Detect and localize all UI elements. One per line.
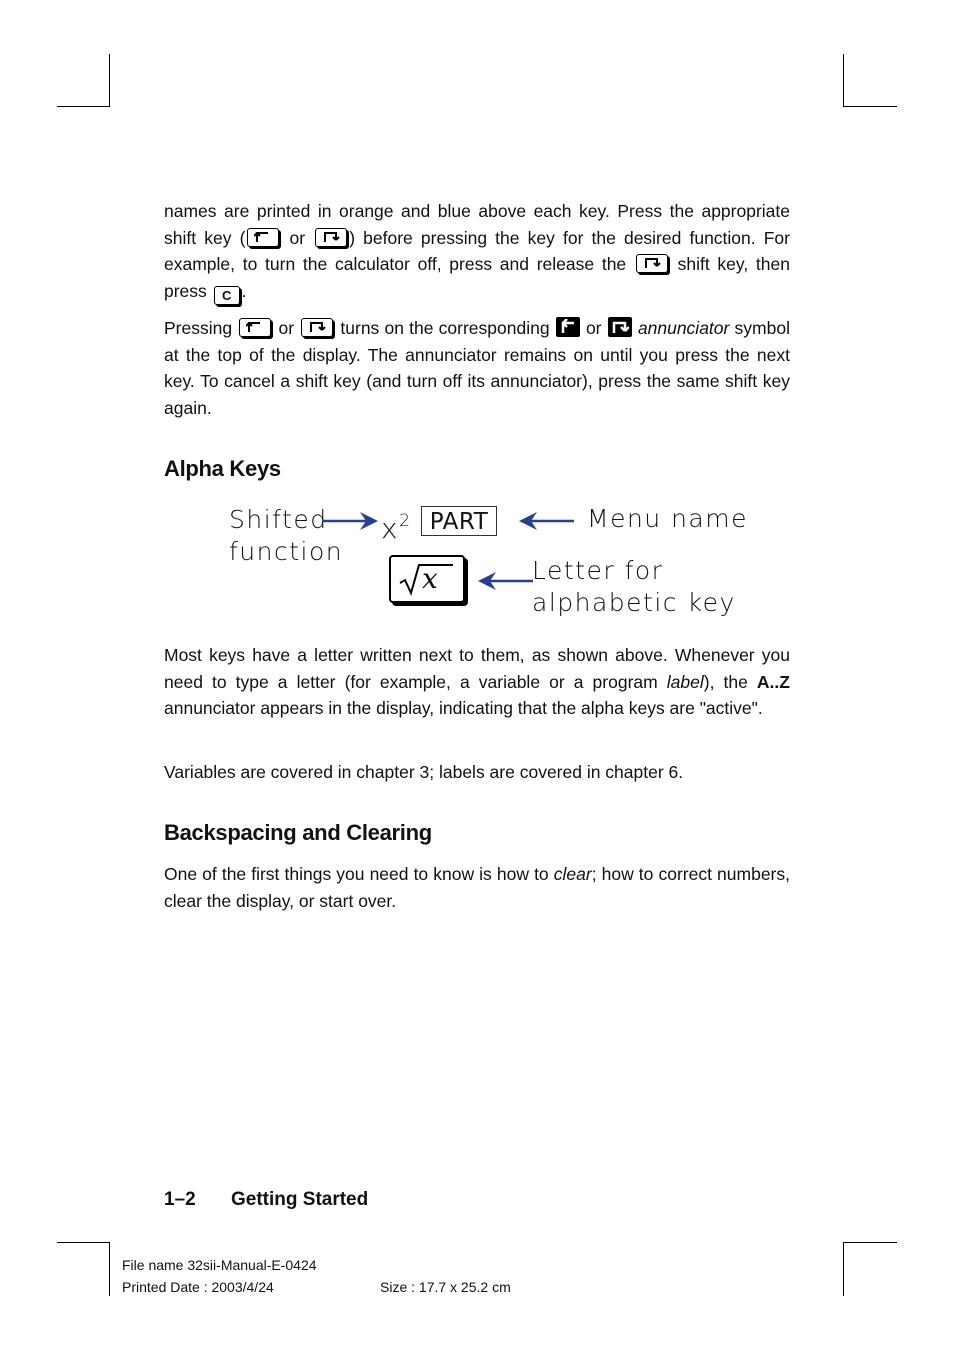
square-root-key-letter: x bbox=[422, 562, 438, 595]
menu-name-label: Menu name bbox=[587, 504, 748, 533]
para2-text-2: or bbox=[273, 318, 300, 338]
paragraph-alpha-keys bbox=[164, 642, 790, 722]
print-size: Size : 17.7 x 25.2 cm bbox=[380, 1279, 511, 1295]
para2-text-1: Pressing bbox=[164, 318, 238, 338]
para3-text-5: annunciator appears in the display, indicating that the alpha keys are "active". bbox=[164, 698, 763, 718]
para5-text-1: One of the first things you need to know is how to bbox=[164, 864, 554, 884]
para1-text-2: or bbox=[281, 227, 314, 248]
right-shift-key-icon bbox=[315, 228, 347, 247]
shifted-function-label-line1: Shifted bbox=[229, 505, 328, 534]
crop-mark-top-left-v bbox=[109, 54, 110, 106]
square-root-key-icon bbox=[389, 555, 465, 603]
shifted-function-x-base: x bbox=[381, 512, 400, 545]
paragraph-variables: Variables are covered in chapter 3; labels are covered in chapter 6. bbox=[164, 762, 684, 782]
right-shift-key-icon bbox=[301, 318, 333, 337]
arrow-to-letter-key bbox=[477, 569, 535, 593]
para2-text-4: or bbox=[580, 318, 607, 338]
heading-alpha-keys: Alpha Keys bbox=[164, 456, 281, 481]
arrow-to-menu-name bbox=[518, 509, 576, 533]
left-shift-annunciator-icon bbox=[556, 317, 580, 337]
para3-text-1: Most keys have a letter written next to them, as shown above. Whenever you need to type a letter (for example, a variable or a program bbox=[164, 645, 790, 692]
crop-mark-bottom-left-h bbox=[57, 1242, 110, 1243]
az-annunciator-text: A..Z bbox=[756, 671, 790, 692]
paragraph-annunciator bbox=[164, 315, 790, 421]
crop-mark-top-right-v bbox=[843, 54, 844, 106]
print-file-name: File name 32sii-Manual-E-0424 bbox=[122, 1257, 317, 1273]
c-key-icon: C bbox=[214, 286, 240, 305]
para2-text-3: turns on the corresponding bbox=[335, 318, 555, 338]
para1-text-5: . bbox=[241, 280, 247, 301]
shifted-function-x-exponent: 2 bbox=[399, 511, 412, 531]
right-shift-key-icon bbox=[636, 254, 668, 273]
para2-annunciator-italic: annunciator bbox=[637, 318, 730, 338]
paragraph-clearing bbox=[164, 861, 790, 914]
crop-mark-bottom-right-v bbox=[843, 1242, 844, 1296]
letter-for-label-line1: Letter for bbox=[532, 556, 664, 585]
crop-mark-top-left-h bbox=[57, 106, 110, 107]
shifted-function-x bbox=[381, 505, 411, 545]
page-number: 1–2 bbox=[164, 1189, 196, 1210]
paragraph-shift-keys bbox=[164, 198, 790, 305]
crop-mark-bottom-right-h bbox=[843, 1242, 897, 1243]
crop-mark-bottom-left-v bbox=[109, 1242, 110, 1296]
print-date: Printed Date : 2003/4/24 bbox=[122, 1279, 274, 1295]
left-shift-key-icon bbox=[247, 228, 279, 247]
arrow-to-shifted-function bbox=[320, 509, 380, 533]
right-shift-annunciator-icon bbox=[608, 317, 632, 337]
para5-clear-italic: clear bbox=[553, 864, 592, 884]
shifted-function-label-line2: function bbox=[229, 537, 344, 566]
menu-name-box bbox=[421, 506, 497, 536]
menu-name-box-text: PART bbox=[429, 509, 489, 535]
para3-text-3: ), the bbox=[703, 671, 757, 692]
page-section-title: Getting Started bbox=[231, 1189, 369, 1210]
letter-for-label-line2: alphabetic key bbox=[532, 588, 736, 617]
para2-text-6: symbol at the top of the display. The annunciator remains on until you press the next key. To cancel a shift key (and turn off its annunciator), press the same shift key again. bbox=[164, 318, 790, 418]
para1-text-4: shift key, then press bbox=[164, 254, 790, 301]
heading-backspacing-clearing: Backspacing and Clearing bbox=[164, 820, 432, 845]
para3-label-italic: label bbox=[666, 671, 704, 692]
para1-text-1: names are printed in orange and blue above each key. Press the appropriate shift key ( bbox=[164, 201, 790, 248]
para5-text-3: ; how to correct numbers, clear the display, or start over. bbox=[164, 864, 790, 911]
left-shift-key-icon bbox=[239, 318, 271, 337]
para1-text-3: ) before pressing the key for the desired function. For example, to turn the calculator off, press and release the bbox=[164, 227, 790, 274]
crop-mark-top-right-h bbox=[843, 106, 897, 107]
